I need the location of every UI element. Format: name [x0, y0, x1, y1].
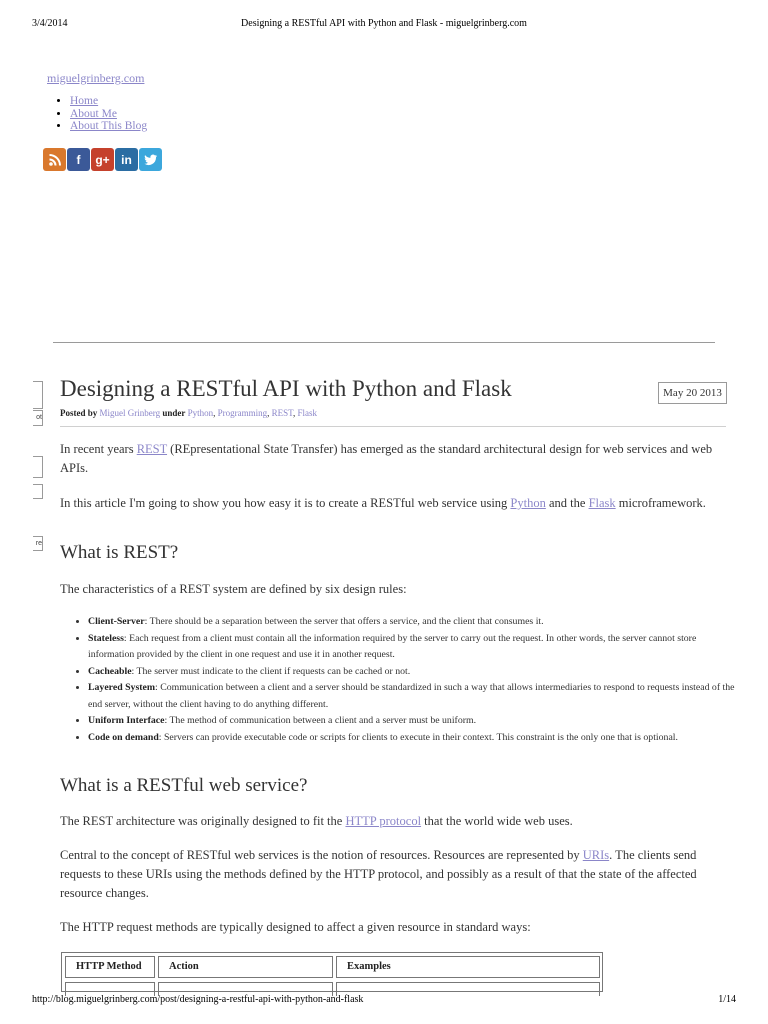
print-date: 3/4/2014 — [32, 18, 68, 29]
print-header — [0, 18, 768, 32]
sidebar-fragment — [33, 410, 43, 426]
rule-term: Cacheable — [88, 665, 132, 677]
text: (REpresentational State Transfer) has emerged as the standard architectural design for web services and web APIs. — [60, 442, 713, 475]
rule-term: Code on demand — [88, 731, 159, 743]
text: microframework. — [615, 496, 706, 510]
rule-text: : Communication between a client and a server should be standardized in such a way that allows intermediaries to respond to requests instead of the end server, without the client having to do anything different. — [88, 682, 735, 710]
table-header-cell: HTTP Method — [65, 956, 155, 978]
intro-paragraph-2 — [60, 494, 728, 513]
print-page-number: 1/14 — [718, 994, 736, 1005]
list-item — [88, 730, 743, 747]
list-item — [88, 680, 743, 713]
sidebar-fragment — [33, 536, 43, 551]
table-header-cell: Action — [158, 956, 333, 978]
tag-link[interactable]: REST — [271, 408, 293, 418]
text: The characteristics of a REST system are defined by six design rules: — [60, 582, 407, 596]
facebook-icon[interactable]: f — [67, 148, 90, 171]
section2-paragraph-1 — [60, 812, 728, 831]
list-item — [88, 631, 743, 664]
tag-link[interactable]: Python — [187, 408, 214, 418]
twitter-icon[interactable] — [139, 148, 162, 171]
rule-text: : The method of communication between a client and a server must be uniform. — [164, 715, 477, 726]
rule-text: : Each request from a client must contain all the information required by the server to carry out the request. In other words, the server cannot store information provided by the client in one request and use it in another request. — [88, 632, 697, 660]
nav-item-about-blog — [70, 120, 147, 133]
section-heading-restful-service: What is a RESTful web service? — [60, 775, 308, 796]
nav-item-about-me — [70, 108, 147, 121]
text: The HTTP request methods are typically designed to affect a given resource in standard ways: — [60, 920, 531, 934]
python-link[interactable]: Python — [510, 496, 546, 510]
google-plus-icon[interactable]: g+ — [91, 148, 114, 171]
text: The REST architecture was originally designed to fit the — [60, 814, 346, 828]
list-item — [88, 614, 743, 631]
post-title: Designing a RESTful API with Python and Flask — [60, 376, 512, 401]
rule-text: : There should be a separation between the server that offers a service, and the client that consumes it. — [144, 616, 544, 627]
print-url: http://blog.miguelgrinberg.com/post/designing-a-restful-api-with-python-and-flask — [32, 994, 364, 1005]
under-label: under — [162, 408, 186, 418]
post-meta: Posted by Miguel Grinberg under Python, Programming, REST, Flask — [60, 408, 317, 418]
social-links — [43, 148, 162, 171]
http-methods-table — [61, 952, 603, 992]
tag-link[interactable]: Programming — [217, 408, 268, 418]
sidebar-fragment — [33, 484, 43, 499]
section2-paragraph-3 — [60, 918, 728, 937]
http-protocol-link[interactable]: HTTP protocol — [345, 814, 422, 828]
section2-paragraph-2 — [60, 846, 728, 903]
rule-term: Stateless — [88, 632, 124, 644]
text: that the world wide web uses. — [421, 814, 573, 828]
rule-term: Layered System — [88, 682, 156, 693]
section-heading-what-is-rest: What is REST? — [60, 542, 179, 563]
sidebar-fragment — [33, 456, 43, 478]
meta-divider — [60, 426, 726, 427]
sidebar-fragment-text: ot — [36, 414, 42, 421]
tag-link[interactable]: Flask — [297, 408, 317, 418]
rule-term: Client-Server — [88, 616, 145, 627]
design-rules-list — [72, 614, 743, 746]
text: and the — [545, 496, 589, 510]
rule-term: Uniform Interface — [88, 715, 165, 726]
header-divider — [53, 342, 715, 343]
site-name-link[interactable]: miguelgrinberg.com — [47, 71, 145, 85]
rss-icon[interactable] — [43, 148, 66, 171]
uris-link[interactable]: URIs — [582, 848, 610, 862]
list-item — [88, 664, 743, 681]
sidebar-fragment — [33, 381, 43, 409]
rule-text: : Servers can provide executable code or scripts for clients to execute in their context. This constraint is the only one that is optional. — [158, 731, 678, 743]
nav-link-about-blog[interactable]: About This Blog — [70, 120, 148, 132]
intro-paragraph-1 — [60, 440, 728, 478]
sidebar-fragment-text: re — [35, 540, 42, 547]
nav-link-about-me[interactable]: About Me — [70, 107, 117, 120]
post-date-badge: May 20 2013 — [658, 382, 727, 404]
author-link[interactable]: Miguel Grinberg — [99, 408, 161, 418]
linkedin-icon[interactable]: in — [115, 148, 138, 171]
text: . The clients send requests to these URIs using the methods defined by the HTTP protocol, and possibly as a result of that the state of the affected resource changes. — [60, 848, 697, 900]
posted-by-label: Posted by — [60, 408, 98, 418]
flask-link[interactable]: Flask — [588, 496, 616, 510]
print-footer — [0, 994, 768, 1008]
text: In recent years — [60, 442, 137, 456]
section1-lead — [60, 580, 728, 599]
main-nav — [52, 95, 147, 133]
nav-link-home[interactable]: Home — [70, 95, 99, 107]
nav-item-home — [70, 95, 147, 108]
print-title: Designing a RESTful API with Python and Flask - miguelgrinberg.com — [241, 18, 527, 29]
list-item — [88, 713, 743, 730]
text: In this article I'm going to show you how easy it is to create a RESTful web service using — [60, 496, 511, 510]
rest-link[interactable]: REST — [136, 442, 168, 456]
table-header-cell: Examples — [336, 956, 600, 978]
text: Central to the concept of RESTful web services is the notion of resources. Resources are represented by — [60, 848, 583, 862]
rule-text: : The server must indicate to the client if requests can be cached or not. — [131, 665, 411, 677]
